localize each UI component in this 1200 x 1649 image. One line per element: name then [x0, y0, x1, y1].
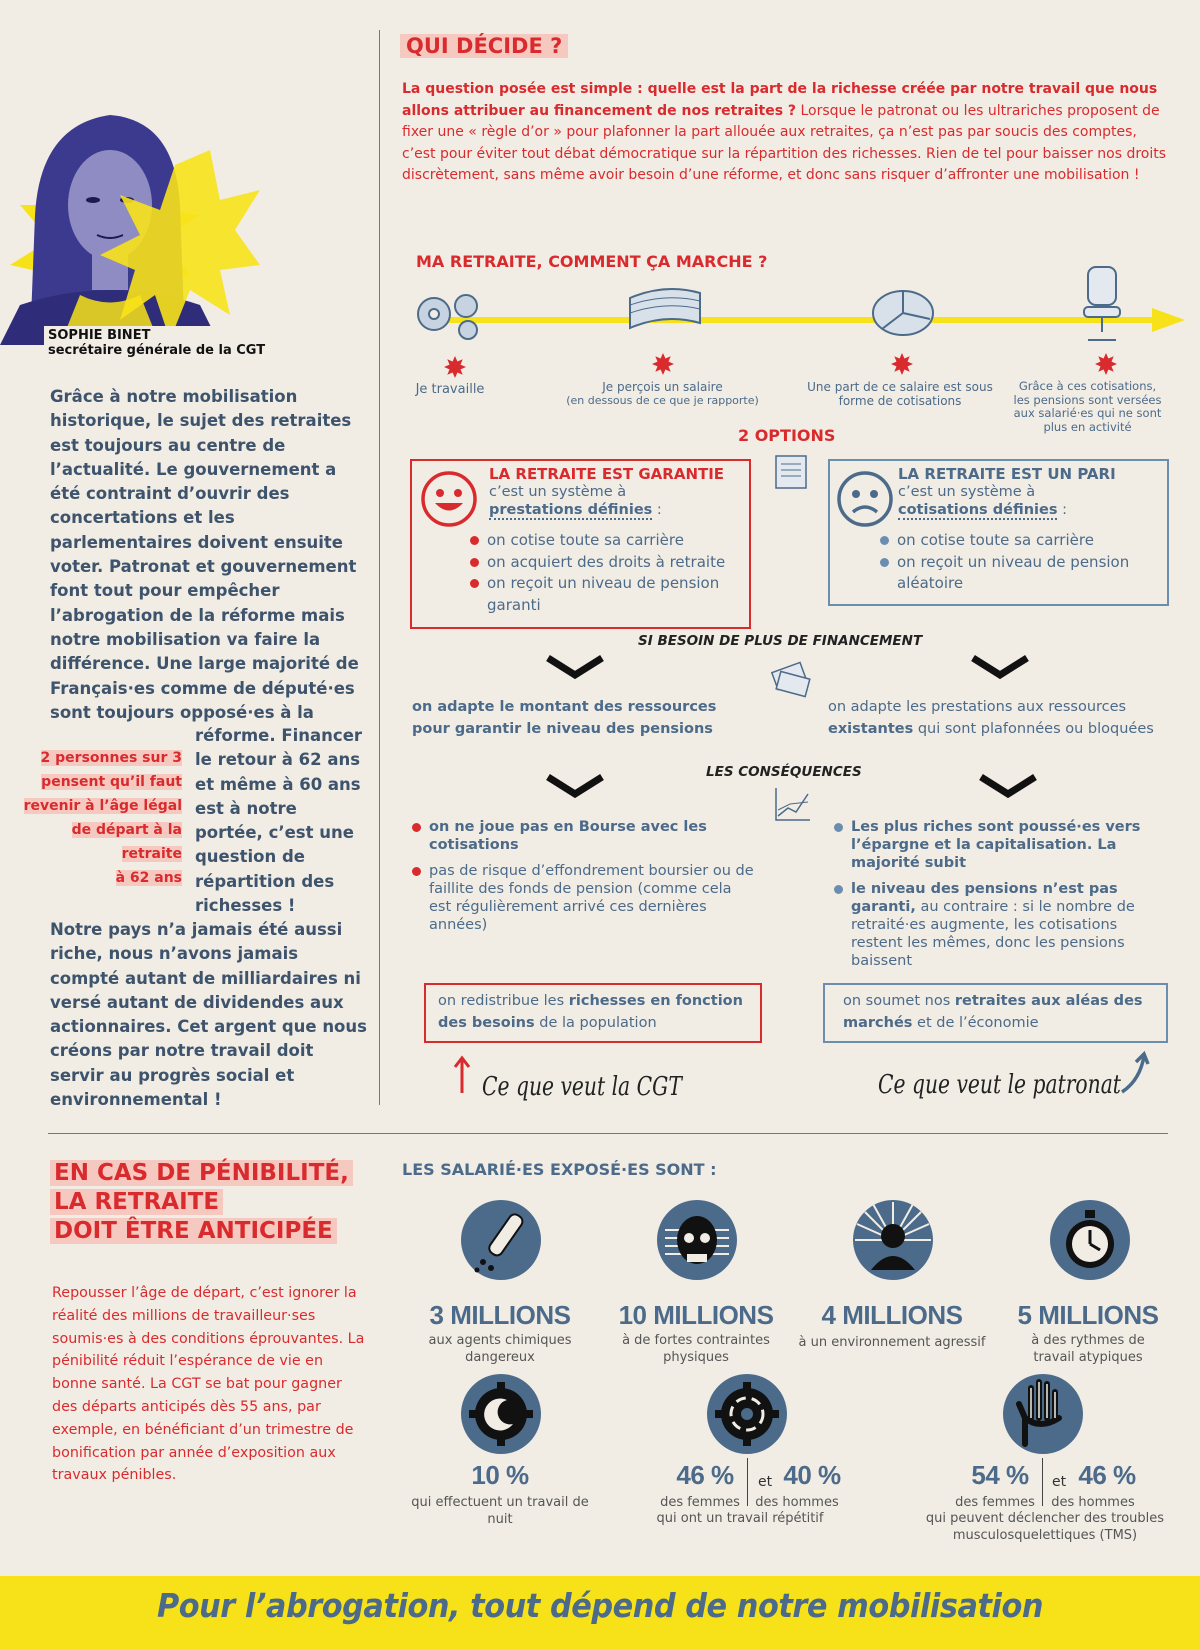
- money-stack-icon: [768, 655, 814, 701]
- timeline-marker: [1095, 353, 1117, 375]
- list-item: [412, 818, 757, 854]
- stat-value: 5 MILLIONS: [1017, 1300, 1159, 1330]
- list-item: [470, 530, 745, 552]
- option-bet-title: LA RETRAITE EST UN PARI: [898, 465, 1116, 483]
- exposes-title: LES SALARIÉ·ES EXPOSÉ·ES SONT :: [402, 1160, 717, 1179]
- timeline-marker: [652, 353, 674, 375]
- list-item-text: on reçoit un niveau de pension aléatoire: [897, 552, 1130, 592]
- stat-separator: [1042, 1458, 1043, 1506]
- pie-chart-icon: [868, 283, 938, 339]
- stat-value: 3 MILLIONS: [429, 1300, 571, 1330]
- callout-line: 2 personnes sur 3: [40, 750, 182, 766]
- cgt-result-b: de la population: [534, 1014, 657, 1031]
- list-item-text: au contraire : si le nombre de retraité·es augmente, les cotisations restent les mêmes, donc les pensions baissent: [851, 899, 1135, 969]
- stat-value: 46 %: [676, 1460, 734, 1490]
- stat-value: 10 MILLIONS: [618, 1300, 774, 1330]
- sad-face-icon: [836, 470, 894, 528]
- stat-value: 10 %: [471, 1460, 529, 1490]
- moon-gear-icon: [461, 1374, 541, 1454]
- list-item-text-bold: le niveau des pensions n’est pas garanti,: [851, 881, 1118, 915]
- timeline-step-4: Grâce à ces cotisations, les pensions sont versées aux salarié·es qui ne sont plus en activité: [1013, 379, 1162, 434]
- office-chair-icon: [1078, 262, 1128, 347]
- penibilite-title-line: DOIT ÊTRE ANTICIPÉE: [50, 1218, 337, 1244]
- banknotes-icon: [625, 283, 705, 339]
- financing-right-bold: existantes: [828, 720, 914, 737]
- stat-label: qui ont un travail répétitif: [656, 1511, 824, 1526]
- footer-slogan: Pour l’abrogation, tout dépend de notre mobilisation: [156, 1586, 1044, 1625]
- gear-arrows-icon: [707, 1374, 787, 1454]
- options-title: 2 OPTIONS: [738, 426, 836, 445]
- option-bet: [898, 465, 1163, 519]
- callout-line: pensent qu’il faut: [41, 774, 182, 790]
- qui-decide-title: QUI DÉCIDE ?: [400, 34, 568, 58]
- sidebar-body-mid: réforme. Financer le retour à 62 ans et même à 60 ans est à notre portée, c’est une question de répartition des richesses !: [195, 726, 363, 916]
- stat-value: 40 %: [783, 1460, 841, 1490]
- timeline-step-3: Une part de ce salaire est sous forme de cotisations: [807, 380, 993, 408]
- penibilite-text: Repousser l’âge de départ, c’est ignorer la réalité des millions de travailleur·ses soumis·es à des conditions éprouvantes. La pénibilité réduit l’espérance de vie en bonne santé. La CGT se bat pour gagner des départs anticipés dès 55 ans, par exemple, en bénéficiant d’un trimestre de bonification par année d’exposition aux travaux pénibles.: [52, 1285, 365, 1484]
- chevron-down-icon: [970, 655, 1030, 681]
- list-item: [880, 530, 1165, 552]
- option-guaranteed-intro: c’est un système à: [489, 484, 627, 500]
- person-name: SOPHIE BINET: [48, 328, 151, 343]
- list-item-text: on reçoit un niveau de pension garanti: [487, 574, 720, 614]
- option-bet-intro-bold: cotisations définies: [898, 502, 1058, 518]
- option-bet-list: [880, 530, 1165, 595]
- patronat-result-bold: retraites aux aléas des marchés: [843, 993, 1143, 1031]
- option-bet-intro-end: :: [1057, 502, 1067, 518]
- financing-right-b: qui sont plafonnées ou bloquées: [913, 720, 1154, 737]
- financing-title: SI BESOIN DE PLUS DE FINANCEMENT: [638, 633, 923, 649]
- option-guaranteed: [489, 465, 749, 519]
- list-item-text: on acquiert des droits à retraite: [487, 552, 726, 571]
- cgt-result-a: on redistribue les: [438, 993, 569, 1009]
- chevron-down-icon: [545, 774, 605, 800]
- option-guaranteed-title: LA RETRAITE EST GARANTIE: [489, 465, 725, 483]
- hand-bones-icon: [1003, 1374, 1083, 1454]
- list-item: [834, 818, 1164, 872]
- financing-right: [828, 697, 1173, 740]
- arrow-up-red-icon: [452, 1055, 472, 1095]
- cgt-result-bold: richesses en fonction des besoins: [438, 993, 743, 1031]
- timeline-step-label: Je perçois un salaire: [602, 380, 723, 394]
- list-item: [834, 880, 1164, 970]
- timeline-title: MA RETRAITE, COMMENT ÇA MARCHE ?: [416, 252, 768, 271]
- list-item-text: on cotise toute sa carrière: [487, 531, 684, 549]
- arrow-up-blue-icon: [1118, 1050, 1152, 1096]
- chevron-down-icon: [978, 774, 1038, 800]
- list-item: [470, 552, 745, 574]
- section-divider: [48, 1133, 1168, 1134]
- penibilite-title-line: EN CAS DE PÉNIBILITÉ,: [50, 1160, 353, 1186]
- stat-label: des femmes: [955, 1495, 1035, 1510]
- footer-banner: [0, 1576, 1200, 1649]
- qui-decide-lead: La question posée est simple : quelle est la part de la richesse créée par notre travail que nous allons attribuer au financement de nos retraites ?: [402, 81, 1158, 119]
- patronat-handwritten: Ce que veut le patronat: [878, 1070, 1121, 1100]
- sidebar-body-top: Grâce à notre mobilisation historique, le sujet des retraites est toujours au centre de l’actualité. Le gouvernement a été contraint d’ouvrir des concertations et les parlementaires doivent ensuite voter. Patronat et gouvernement font tout pour empêcher l’abrogation de la réforme mais notre mobilisation va faire la différence. Une large majorité de Français·es comme de député·es sont toujours opposé·es à la: [50, 387, 359, 722]
- consequences-left: [412, 818, 757, 934]
- stat-value: 46 %: [1078, 1460, 1136, 1490]
- patronat-result-b: et de l’économie: [912, 1014, 1039, 1031]
- patronat-result-box: [823, 983, 1168, 1043]
- consequences-title: LES CONSÉQUENCES: [706, 764, 862, 780]
- sidebar-body-bottom: Notre pays n’a jamais été aussi riche, nous n’avons jamais compté autant de milliardaires ni versé autant de dividendes aux actionnaires. Cet argent que nous créons par notre travail doit servir au progrès social et environnemental !: [50, 920, 367, 1110]
- penibilite-title: [50, 1160, 353, 1244]
- column-divider: [379, 30, 380, 1105]
- cgt-handwritten: Ce que veut la CGT: [482, 1072, 682, 1102]
- happy-face-icon: [420, 470, 478, 528]
- callout-line: revenir à l’âge légal: [23, 798, 182, 814]
- callout-line: de départ à la: [71, 822, 182, 838]
- stat-label: aux agents chimiques dangereux: [428, 1333, 572, 1365]
- skull-icon: [657, 1200, 737, 1280]
- gears-icon: [410, 286, 490, 342]
- stat-label: des hommes: [1051, 1495, 1135, 1510]
- consequences-right: [834, 818, 1164, 970]
- stat-value: 4 MILLIONS: [821, 1300, 963, 1330]
- cgt-result-box: [424, 983, 762, 1043]
- qui-decide-text: [402, 79, 1172, 187]
- financing-right-a: on adapte les prestations aux ressources: [828, 699, 1127, 715]
- sidebar-text-mid: [195, 724, 370, 918]
- callout-line: retraite: [121, 846, 182, 862]
- chevron-down-icon: [545, 655, 605, 681]
- stat-label: à un environnement agressif: [798, 1335, 986, 1350]
- stat-value: 54 %: [971, 1460, 1029, 1490]
- stat-et: et: [758, 1474, 773, 1490]
- patronat-result-a: on soumet nos: [843, 993, 955, 1009]
- option-bet-intro: c’est un système à: [898, 484, 1036, 500]
- stopwatch-icon: [1050, 1200, 1130, 1280]
- list-item: [470, 573, 745, 616]
- qui-decide-rest: Lorsque le patronat ou les ultrariches proposent de fixer une « règle d’or » pour plafonner la part allouée aux retraites, ça n’est pas par soucis des comptes, c’est pour éviter tout débat démocratique sur la répartition des richesses. Rien de tel pour baisser nos droits discrètement, sans même avoir besoin d’une réforme, et donc sans risquer d’affronter une mobilisation !: [402, 102, 1167, 184]
- stat-et: et: [1052, 1474, 1067, 1490]
- person-label: [44, 326, 269, 360]
- option-guaranteed-list: [470, 530, 745, 616]
- timeline-marker: [891, 353, 913, 375]
- stat-label: des femmes: [660, 1495, 740, 1510]
- contract-icon: [770, 452, 812, 492]
- stat-label: qui effectuent un travail de nuit: [411, 1495, 589, 1527]
- option-guaranteed-intro-bold: prestations définies: [489, 502, 653, 518]
- timeline-step-2: [560, 380, 765, 408]
- list-item-text: on ne joue pas en Bourse avec les cotisations: [429, 819, 707, 853]
- timeline-step-1: Je travaille: [415, 382, 485, 397]
- timeline-step-sub: (en dessous de ce que je rapporte): [566, 394, 759, 407]
- list-item: [880, 552, 1165, 595]
- option-guaranteed-intro-end: :: [652, 502, 662, 518]
- line-chart-icon: [772, 786, 812, 824]
- stat-label: qui peuvent déclencher des troubles musculosquelettiques (TMS): [925, 1511, 1165, 1543]
- person-burst-icon: [853, 1200, 933, 1280]
- stat-separator: [747, 1458, 748, 1506]
- financing-left: on adapte le montant des ressources pour garantir le niveau des pensions: [412, 699, 717, 737]
- callout-line: à 62 ans: [115, 870, 182, 886]
- timeline-arrow: [440, 308, 1185, 332]
- list-item: [412, 862, 757, 934]
- sidebar-text-bottom: [50, 918, 370, 1112]
- stat-label: des hommes: [755, 1495, 839, 1510]
- list-item-text: Les plus riches sont poussé·es vers l’épargne et la capitalisation. La majorité subit: [851, 819, 1141, 871]
- stat-label: à de fortes contraintes physiques: [622, 1333, 770, 1365]
- sidebar-text-top: [50, 385, 360, 725]
- list-item-text: pas de risque d’effondrement boursier ou de faillite des fonds de pension (comme cela est régulièrement arrivé ces dernières années): [429, 863, 754, 933]
- list-item-text: on cotise toute sa carrière: [897, 531, 1094, 549]
- penibilite-title-line: LA RETRAITE: [50, 1189, 223, 1215]
- timeline-marker: [444, 356, 466, 378]
- sidebar-callout: [20, 746, 182, 890]
- chemical-tube-icon: [461, 1200, 541, 1280]
- stat-label: à des rythmes de travail atypiques: [1031, 1333, 1145, 1365]
- person-role: secrétaire générale de la CGT: [48, 343, 266, 358]
